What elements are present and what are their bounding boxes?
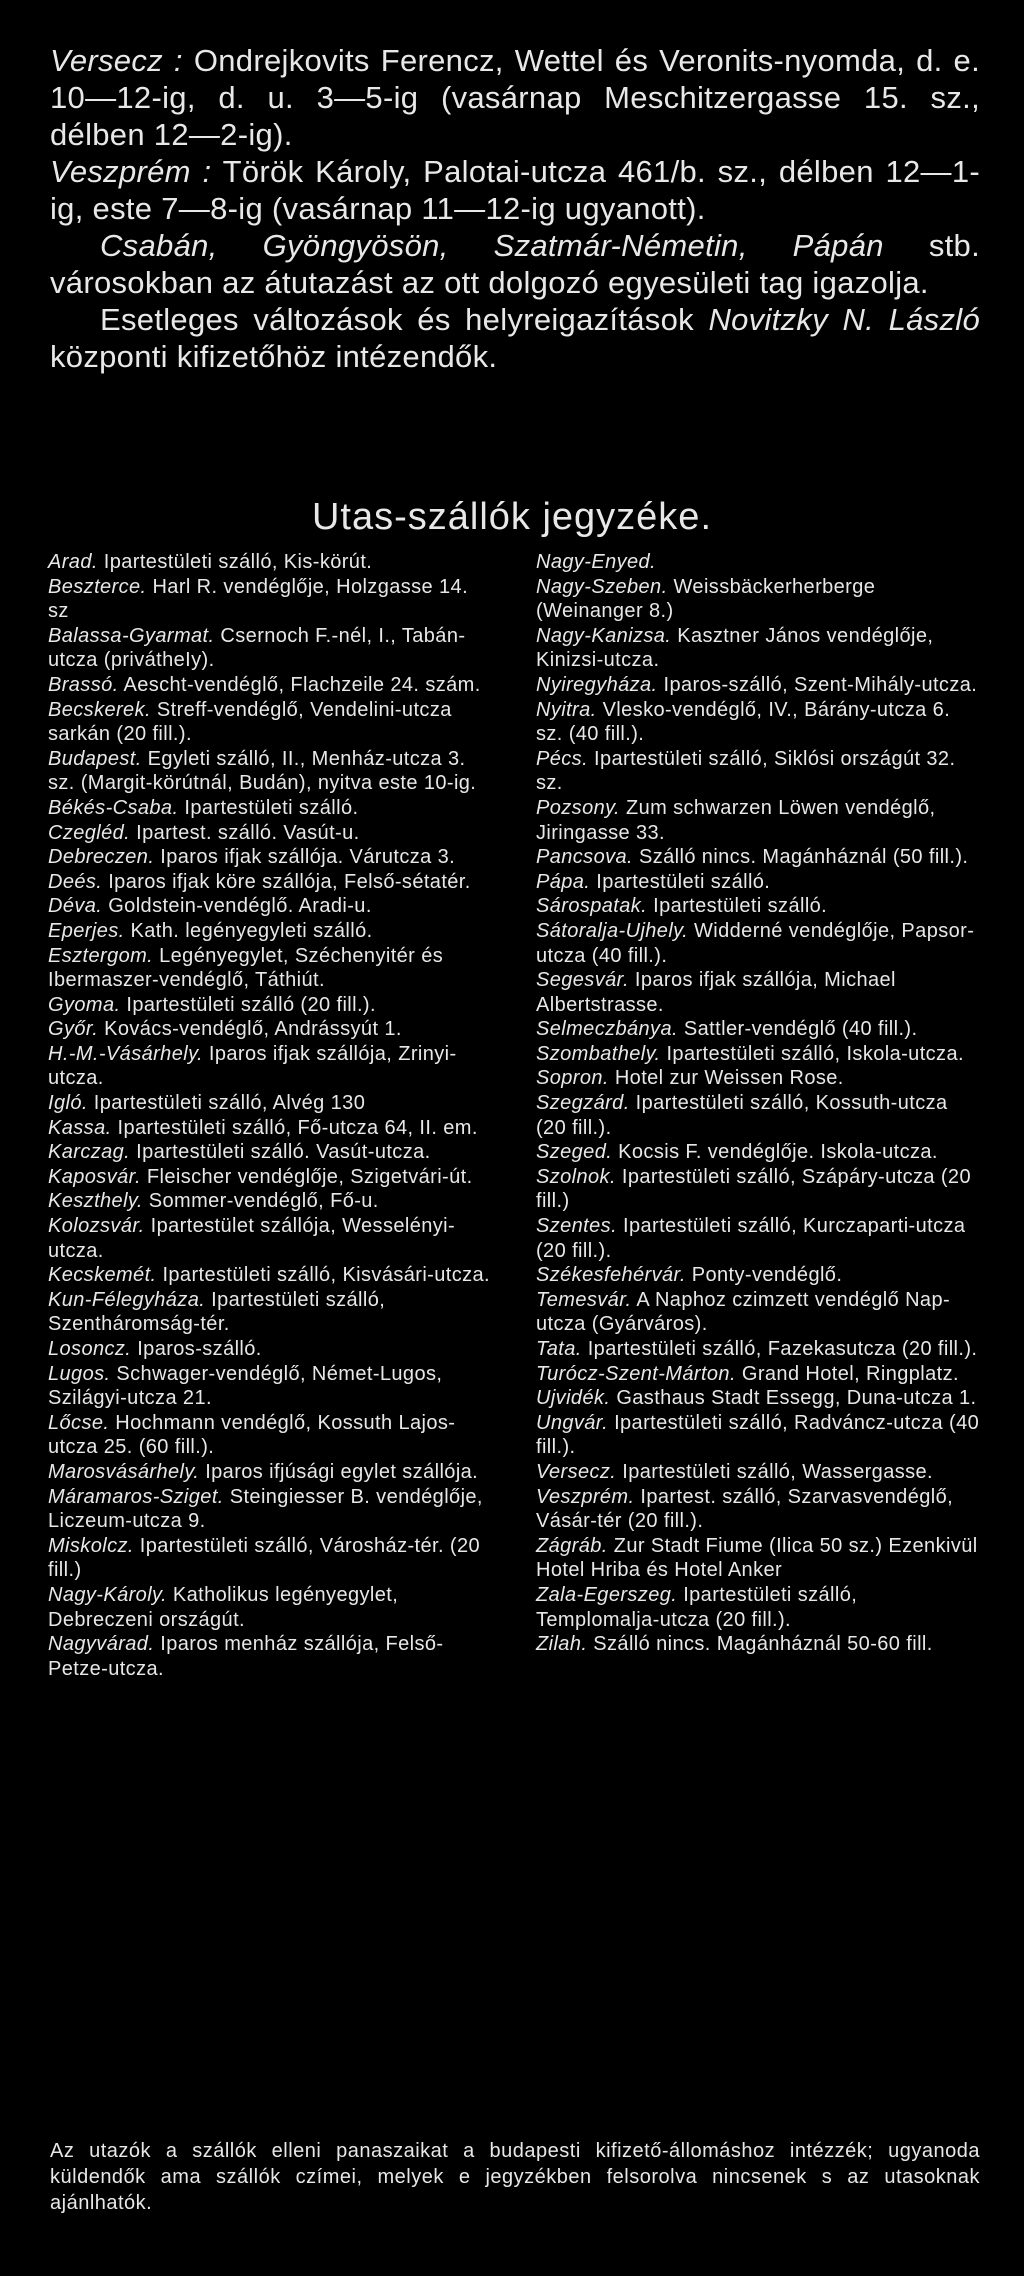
hostel-entry <box>536 968 981 1017</box>
hostel-entry <box>536 1583 981 1632</box>
entry-city: Zilah. <box>536 1633 588 1656</box>
entry-city: Deés. <box>48 870 103 893</box>
intro-paragraph-cities <box>50 227 980 301</box>
hostel-entry <box>48 1189 493 1214</box>
entry-text: Ipartestületi szálló, Szentháromság-tér. <box>48 1288 386 1336</box>
hostel-entry <box>536 1140 981 1165</box>
entry-text: Vlesko-vendéglő, IV., Bárány-utcza 6. sz. (40 fill.). <box>536 698 951 746</box>
intro-block <box>50 42 980 375</box>
entry-city: Szeged. <box>536 1141 613 1164</box>
entry-city: Szombathely. <box>536 1042 661 1065</box>
hostel-entry <box>48 894 493 919</box>
entry-city: Nagy-Szeben. <box>536 575 668 598</box>
entry-text: Grand Hotel, Ringplatz. <box>741 1362 959 1385</box>
hostel-entry <box>48 1288 493 1337</box>
entry-city: Eperjes. <box>48 919 125 942</box>
entry-text: Katholikus legényegylet, Debreczeni országút. <box>48 1583 399 1631</box>
hostel-entry <box>536 1042 981 1067</box>
entry-text: Ipartestületi szálló, Kossuth-utcza (20 fill.). <box>536 1092 948 1139</box>
hostel-entry <box>536 1165 981 1214</box>
entry-text: Schwager-vendéglő, Német-Lugos, Szilágyi-utcza 21. <box>48 1362 443 1410</box>
hostel-entry <box>536 698 981 747</box>
entry-city: Becskerek. <box>48 698 151 721</box>
entry-city: Pancsova. <box>536 846 633 869</box>
intro-text: Török Károly, Palotai-utcza 461/b. sz., délben 12—1-ig, este 7—8-ig (vasárnap 11—12-ig ugyanott). <box>50 154 981 226</box>
entry-text: Ipartestületi szálló, Templomalja-utcza (20 fill.). <box>536 1583 858 1631</box>
intro-paragraph-changes <box>50 301 980 375</box>
entry-text: Hotel zur Weissen Rose. <box>614 1067 844 1090</box>
hostel-entry <box>536 919 981 968</box>
entry-text: Sattler-vendéglő (40 fill.). <box>683 1018 918 1041</box>
entry-city: Sopron. <box>536 1067 609 1090</box>
entry-text: Iparos-szálló, Szent-Mihály-utcza. <box>663 673 978 696</box>
entry-city: Temesvár. <box>536 1288 632 1311</box>
hostel-entry <box>48 796 493 821</box>
intro-text: Ondrejkovits Ferencz, Wettel és Veronits-nyomda, d. e. 10—12-ig, d. u. 3—5-ig (vasárnap Meschitzergasse 15. sz., délben 12—2-ig). <box>50 43 981 152</box>
entry-text: Ipartestületi szálló, Siklósi országút 32. sz. <box>536 747 956 795</box>
entry-text: Steingiesser B. vendéglője, Liczeum-utcza 9. <box>48 1485 483 1533</box>
entry-text: Iparos ifjak köre szállója, Felső-sétatér. <box>108 870 471 893</box>
hostel-entry <box>536 1485 981 1534</box>
entry-city: Déva. <box>48 895 103 918</box>
entry-text: Ipartestület szállója, Wesselényi-utcza. <box>48 1215 456 1262</box>
hostel-entry <box>48 1337 493 1362</box>
entry-city: Losoncz. <box>48 1338 132 1360</box>
hostel-entry <box>48 1116 493 1141</box>
entry-text: Iparos ifjúsági egylet szállója. <box>205 1460 479 1483</box>
intro-cities: Csabán, Gyöngyösön, Szatmár-Németin, Pápán <box>100 228 884 263</box>
entry-text: Ipartestületi szálló, Alvég 130 <box>93 1092 366 1115</box>
entry-city: Marosvásárhely. <box>48 1460 200 1483</box>
entry-text: Weissbäckerherberge (Weinanger 8.) <box>536 575 876 623</box>
hostel-entry <box>48 1362 493 1411</box>
hostel-entry <box>536 1288 981 1337</box>
hostel-entry <box>48 698 493 747</box>
hostel-entry <box>48 1460 493 1485</box>
entry-city: Nyitra. <box>536 698 597 721</box>
intro-text: stb. városokban az átutazást az ott dolgozó egyesületi tag igazolja. <box>50 228 980 300</box>
entry-city: Pápa. <box>536 870 591 893</box>
entry-city: H.-M.-Vásárhely. <box>48 1042 203 1065</box>
entry-city: Zala-Egerszeg. <box>536 1583 678 1606</box>
entry-text: Zum schwarzen Löwen vendéglő, Jiringasse 33. <box>536 796 936 844</box>
entry-city: Székesfehérvár. <box>536 1264 686 1287</box>
entry-text: Kovács-vendéglő, Andrássyút 1. <box>104 1018 402 1041</box>
entry-city: Miskolcz. <box>48 1534 134 1557</box>
intro-city: Versecz : <box>50 43 183 78</box>
entry-text: A Naphoz czimzett vendéglő Nap-utcza (Gyárváros). <box>536 1288 951 1336</box>
entry-city: Ungvár. <box>536 1411 609 1434</box>
hostel-entry <box>48 624 493 673</box>
entry-city: Kassa. <box>48 1116 112 1139</box>
intro-text: központi kifizetőhöz intézendők. <box>50 339 498 374</box>
hostel-entry <box>48 1017 493 1042</box>
entry-city: Balassa-Gyarmat. <box>48 624 215 647</box>
entry-city: Lugos. <box>48 1362 111 1385</box>
hostel-entry <box>48 575 493 624</box>
entry-city: Békés-Csaba. <box>48 796 179 819</box>
entry-city: Szegzárd. <box>536 1092 630 1115</box>
entry-text: Ipartestületi szálló, Kisvásári-utcza. <box>162 1264 490 1287</box>
entry-city: Beszterce. <box>48 575 147 598</box>
hostel-entry <box>48 747 493 796</box>
hostel-entry <box>536 747 981 796</box>
hostel-entry <box>48 1534 493 1583</box>
entry-city: Szentes. <box>536 1215 618 1238</box>
hostel-entry <box>536 1066 981 1091</box>
entry-city: Lőcse. <box>48 1411 110 1434</box>
footer-note: Az utazók a szállók elleni panaszaikat a budapesti kifizető-állomáshoz intézzék; ugyanoda küldendők ama szállók czímei, melyek e jegyzékben felsorolva nincsenek s az utasoknak ajánlhatók. <box>50 2140 980 2214</box>
entry-city: Turócz-Szent-Márton. <box>536 1362 736 1385</box>
entry-city: Versecz. <box>536 1460 617 1483</box>
entry-text: Ipartestületi szálló. <box>596 870 771 893</box>
entry-city: Nagy-Károly. <box>48 1583 167 1606</box>
entry-city: Segesvár. <box>536 969 629 992</box>
hostel-entry <box>48 993 493 1018</box>
entry-text: Ipartestületi szálló, Fő-utcza 64, II. em. <box>117 1116 478 1139</box>
hostel-entry <box>536 845 981 870</box>
intro-paragraph-versecz <box>50 42 980 153</box>
hostel-entry <box>536 1362 981 1387</box>
hostel-entry <box>536 1632 981 1657</box>
intro-city: Veszprém : <box>50 154 212 189</box>
hostel-entry <box>536 1214 981 1263</box>
entry-text: Iparos ifjak szállója, Michael Albertstrasse. <box>536 969 896 1016</box>
entry-text: Ipartestületi szálló, Kis-körút. <box>103 551 373 573</box>
entry-text: Widderné vendéglője, Papsor-utcza (40 fill.). <box>536 919 975 967</box>
hostel-entry <box>48 1632 493 1681</box>
entry-text: Iparos ifjak szállója, Zrinyi-utcza. <box>48 1042 457 1090</box>
entry-text: Ipartestületi szálló, Wassergasse. <box>622 1460 933 1483</box>
entry-city: Nagyvárad. <box>48 1633 155 1656</box>
hostel-entry <box>536 1411 981 1460</box>
hostel-entry <box>48 1411 493 1460</box>
entry-text: Legényegylet, Széchenyitér és Ibermaszer-vendéglő, Táthiút. <box>48 944 444 992</box>
hostel-entry <box>48 1165 493 1190</box>
hostel-entry <box>536 673 981 698</box>
entry-city: Kun-Félegyháza. <box>48 1288 206 1311</box>
hostel-entry <box>48 1091 493 1116</box>
intro-name: Novitzky N. László <box>708 302 980 337</box>
entry-city: Nyiregyháza. <box>536 673 658 696</box>
entry-city: Esztergom. <box>48 944 154 967</box>
entry-city: Nagy-Kanizsa. <box>536 624 672 647</box>
hostel-entry <box>536 1337 981 1362</box>
hostel-entry <box>536 894 981 919</box>
entry-city: Brassó. <box>48 673 119 696</box>
entry-city: Nagy-Enyed. <box>536 551 657 573</box>
hostel-entry <box>536 1017 981 1042</box>
hostel-entry <box>536 624 981 673</box>
hostel-entry <box>48 821 493 846</box>
entry-text: Iparos-szálló. <box>137 1338 262 1360</box>
hostel-entry <box>48 845 493 870</box>
entry-text: Harl R. vendéglője, Holzgasse 14. sz <box>48 575 469 623</box>
entry-text: Ipartestületi szálló (20 fill.). <box>126 993 376 1016</box>
entry-text: Ponty-vendéglő. <box>691 1264 843 1287</box>
entry-city: Debreczen. <box>48 846 155 869</box>
entry-text: Kasztner János vendéglője, Kinizsi-utcza. <box>536 624 934 672</box>
entry-text: Iparos ifjak szállója. Várutcza 3. <box>160 846 456 869</box>
entry-city: Kecskemét. <box>48 1264 157 1287</box>
entry-city: Ujvidék. <box>536 1387 611 1410</box>
entry-city: Veszprém. <box>536 1485 635 1508</box>
entry-text: Goldstein-vendéglő. Aradi-u. <box>108 895 372 918</box>
entry-text: Streff-vendéglő, Vendelini-utcza sarkán (20 fill.). <box>48 698 452 746</box>
entry-text: Ipartest. szálló. Vasút-u. <box>136 821 360 844</box>
entry-city: Czegléd. <box>48 821 131 844</box>
hostel-entry <box>48 1042 493 1091</box>
entry-text: Csernoch F.-nél, I., Tabán-utcza (privátheIy). <box>48 624 466 672</box>
entry-city: Máramaros-Sziget. <box>48 1485 224 1508</box>
entry-text: Kocsis F. vendéglője. Iskola-utcza. <box>618 1141 938 1164</box>
hostel-entry <box>48 1263 493 1288</box>
entry-city: Keszthely. <box>48 1190 143 1213</box>
hostel-entry <box>48 944 493 993</box>
left-column <box>48 550 493 1681</box>
entry-text: Szálló nincs. Magánháznál 50-60 fill. <box>593 1633 933 1656</box>
entry-city: Pozsony. <box>536 796 620 819</box>
hostel-entry <box>48 919 493 944</box>
entry-text: Gasthaus Stadt Essegg, Duna-utcza 1. <box>616 1387 977 1410</box>
entry-city: Gyoma. <box>48 993 121 1016</box>
entry-city: Kaposvár. <box>48 1165 141 1188</box>
entry-text: Fleischer vendéglője, Szigetvári-út. <box>146 1165 473 1188</box>
entry-city: Selmeczbánya. <box>536 1018 678 1041</box>
hostel-entry <box>536 575 981 624</box>
entry-city: Arad. <box>48 551 98 573</box>
entry-text: Egyleti szálló, II., Menház-utcza 3. sz. (Margit-körútnál, Budán), nyitva este 10-ig. <box>48 747 477 795</box>
entry-text: Ipartestületi szálló, Városház-tér. (20 fill.) <box>48 1534 480 1582</box>
entry-text: Kath. legényegyleti szálló. <box>130 919 373 942</box>
hostel-entry <box>48 1485 493 1534</box>
hostel-entry <box>536 796 981 845</box>
entry-city: Kolozsvár. <box>48 1215 145 1238</box>
page-title: Utas-szállók jegyzéke. <box>311 496 713 538</box>
hostel-entry <box>536 1386 981 1411</box>
entry-text: Ipartestületi szálló, Szápáry-utcza (20 fill.) <box>536 1165 971 1213</box>
entry-text: Ipartestületi szálló. Vasút-utcza. <box>136 1141 431 1164</box>
entry-text: Ipartestületi szálló. <box>653 895 828 918</box>
entry-city: Győr. <box>48 1018 99 1041</box>
entry-text: Ipartestületi szálló, Radváncz-utcza (40 fill.). <box>536 1411 980 1459</box>
hostel-entry <box>48 1583 493 1632</box>
hostel-entry <box>48 550 493 575</box>
hostel-entry <box>536 1263 981 1288</box>
entry-text: Ipartestületi szálló, Fazekasutcza (20 fill.). <box>587 1338 978 1360</box>
entry-city: Tata. <box>536 1338 582 1360</box>
entry-text: Aescht-vendéglő, Flachzeile 24. szám. <box>123 673 481 696</box>
entry-city: Igló. <box>48 1092 88 1115</box>
entry-text: Ipartestületi szálló, Kurczaparti-utcza (20 fill.). <box>536 1215 966 1262</box>
entry-text: Hochmann vendéglő, Kossuth Lajos-utcza 25. (60 fill.). <box>48 1411 456 1459</box>
hostel-entry <box>48 870 493 895</box>
entry-text: Sommer-vendéglő, Fő-u. <box>148 1190 379 1213</box>
hostel-entry <box>536 550 981 575</box>
entry-text: Ipartestületi szálló, Iskola-utcza. <box>666 1042 964 1065</box>
hostel-entry <box>536 1460 981 1485</box>
hostel-entry <box>536 870 981 895</box>
entry-city: Pécs. <box>536 747 589 770</box>
hostel-entry <box>48 1214 493 1263</box>
entry-text: Ipartestületi szálló. <box>184 796 359 819</box>
hostel-entry <box>536 1091 981 1140</box>
entry-city: Szolnok. <box>536 1165 616 1188</box>
entry-city: Sátoralja-Ujhely. <box>536 919 689 942</box>
intro-paragraph-veszprem <box>50 153 980 227</box>
hostel-entry <box>536 1534 981 1583</box>
entry-city: Zágráb. <box>536 1534 608 1557</box>
hostel-entry <box>48 673 493 698</box>
entry-text: Iparos menház szállója, Felső-Petze-utcza. <box>48 1633 444 1680</box>
right-column <box>536 550 981 1657</box>
entry-city: Budapest. <box>48 747 142 770</box>
entry-city: Sárospatak. <box>536 895 648 918</box>
entry-text: Zur Stadt Fiume (Ilica 50 sz.) Ezenkivül Hotel Hriba és Hotel Anker <box>536 1534 978 1582</box>
entry-text: Szálló nincs. Magánháznál (50 fill.). <box>638 846 969 869</box>
hostel-entry <box>48 1140 493 1165</box>
entry-text: Ipartest. szálló, Szarvasvendéglő, Vásár-tér (20 fill.). <box>536 1485 954 1533</box>
intro-text: Esetleges változások és helyreigazítások <box>100 302 694 337</box>
entry-city: Karczag. <box>48 1141 131 1164</box>
